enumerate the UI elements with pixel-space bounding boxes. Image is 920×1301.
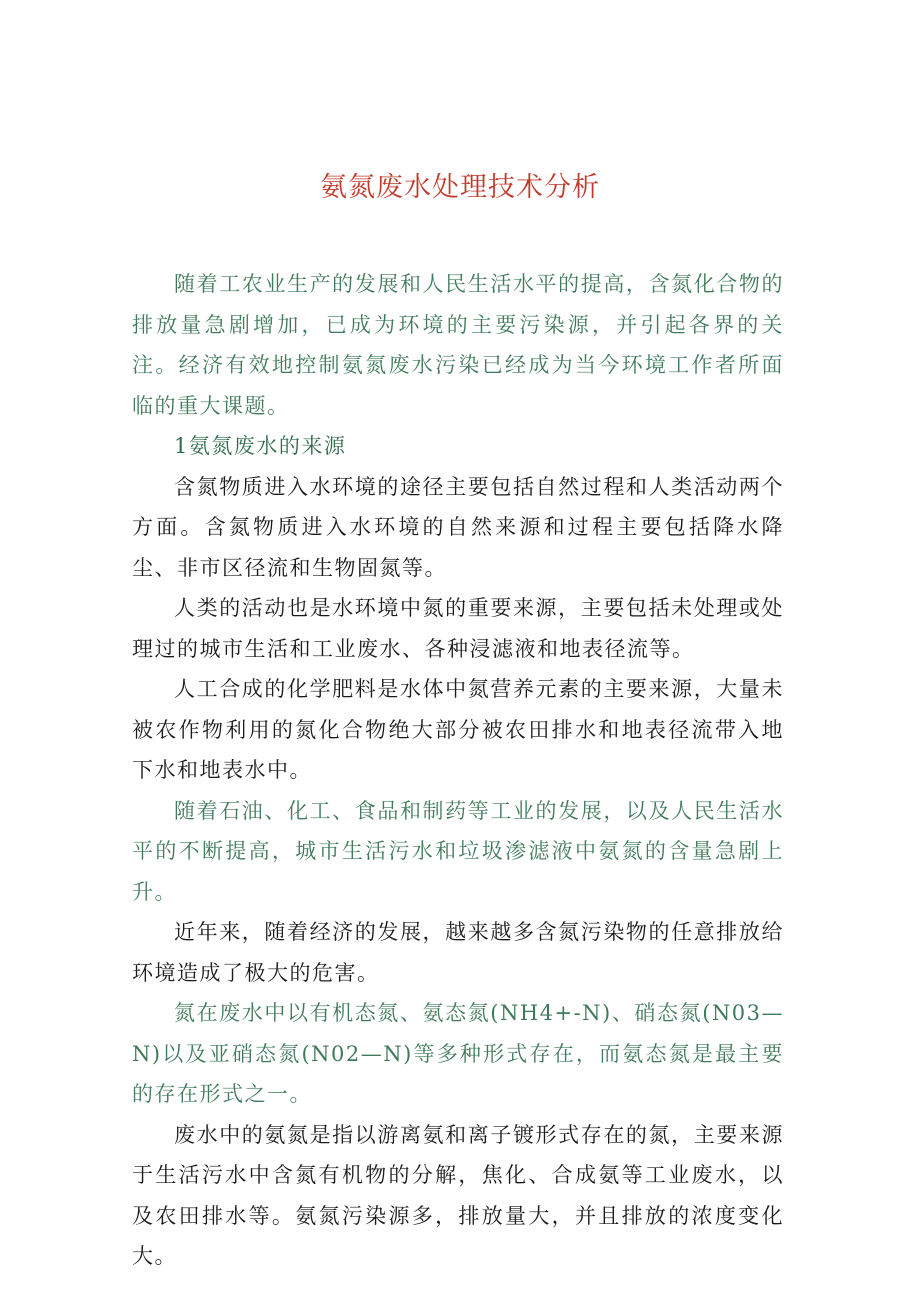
page-title: 氨氮废水处理技术分析: [320, 172, 600, 203]
paragraph-recent-years: 近年来，随着经济的发展，越来越多含氮污染物的任意排放给环境造成了极大的危害。: [132, 920, 784, 985]
paragraph-intro: 随着工农业生产的发展和人民生活水平的提高，含氮化合物的排放量急剧增加，已成为环境的主要污染源，并引起各界的关注。经济有效地控制氨氮废水污染已经成为当今环境工作者所面临的重大课题。: [132, 272, 784, 418]
section-heading-sources: 1氨氮废水的来源: [174, 434, 347, 458]
paragraph-nitrogen-forms: 氮在废水中以有机态氮、氨态氮(NH4+-N)、硝态氮(N03—N)以及亚硝态氮(N02—N)等多种形式存在，而氨态氮是最主要的存在形式之一。: [132, 1001, 784, 1106]
paragraph-ammonia-definition: 废水中的氨氮是指以游离氨和离子镀形式存在的氮，主要来源于生活污水中含氮有机物的分解，焦化、合成氨等工业废水，以及农田排水等。氨氮污染源多，排放量大，并且排放的浓度变化大。: [132, 1122, 784, 1268]
document-body: [132, 264, 784, 1277]
paragraph-fertilizer: 人工合成的化学肥料是水体中氮营养元素的主要来源，大量未被农作物利用的氮化合物绝大部分被农田排水和地表径流带入地下水和地表水中。: [132, 677, 784, 782]
paragraph-human-activity: 人类的活动也是水环境中氮的重要来源，主要包括未处理或处理过的城市生活和工业废水、各种浸滤液和地表径流等。: [132, 596, 784, 661]
paragraph-natural-sources: 含氮物质进入水环境的途径主要包括自然过程和人类活动两个方面。含氮物质进入水环境的自然来源和过程主要包括降水降尘、非市区径流和生物固氮等。: [132, 474, 784, 580]
paragraph-industry: 随着石油、化工、食品和制药等工业的发展，以及人民生活水平的不断提高，城市生活污水和垃圾渗滤液中氨氮的含量急剧上升。: [132, 798, 784, 904]
